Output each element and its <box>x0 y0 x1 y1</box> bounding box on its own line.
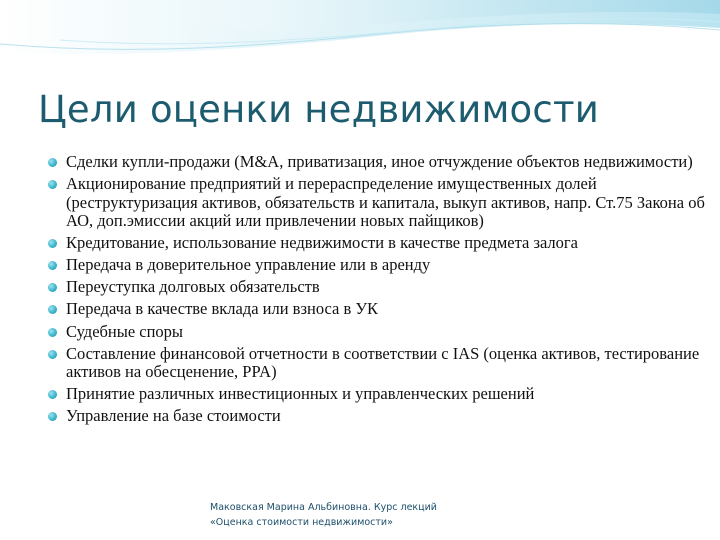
list-item-text: Акционирование предприятий и перераспределение имущественных долей (реструктуризация активов, обязательств и капитала, выкуп активов, напр. Ст.75 Закона об АО, доп.эмиссии акций или привлечении новых пайщиков) <box>66 174 705 231</box>
list-item <box>48 300 710 319</box>
slide-title: Цели оценки недвижимости <box>38 88 599 131</box>
list-item-text: Составление финансовой отчетности в соответствии с IAS (оценка активов, тестирование активов на обесценение, PPA) <box>66 343 700 382</box>
bullet-icon <box>48 305 57 314</box>
list-item-text: Переуступка долговых обязательств <box>66 277 320 297</box>
bullet-icon <box>48 390 57 399</box>
footer-course-title: «Оценка стоимости недвижимости» <box>210 516 393 528</box>
footer-author: Маковская Марина Альбиновна. Курс лекций <box>210 502 437 513</box>
bullet-icon <box>48 158 57 167</box>
bullet-icon <box>48 283 57 292</box>
list-item-text: Сделки купли-продажи (M&A, приватизация, иное отчуждение объектов недвижимости) <box>66 152 693 171</box>
list-item-text: Передача в качестве вклада или взноса в УК <box>66 299 379 319</box>
list-item-text: Судебные споры <box>66 321 184 341</box>
list-item <box>48 175 710 231</box>
bullet-icon <box>48 261 57 270</box>
bullet-icon <box>48 412 57 421</box>
list-item <box>48 385 710 404</box>
list-item <box>48 407 710 426</box>
list-item <box>48 234 710 253</box>
list-item-text: Управление на базе стоимости <box>66 406 281 426</box>
bullet-icon <box>48 239 57 248</box>
list-item <box>48 345 710 382</box>
slide-footer <box>210 501 437 530</box>
list-item <box>48 153 710 172</box>
bullet-icon <box>48 180 57 189</box>
header-wave-decoration <box>0 0 720 80</box>
list-item <box>48 278 710 297</box>
list-item <box>48 256 710 275</box>
bullet-icon <box>48 328 57 337</box>
goals-list <box>48 153 710 429</box>
list-item <box>48 323 710 342</box>
list-item-text: Принятие различных инвестиционных и управленческих решений <box>66 384 535 404</box>
bullet-icon <box>48 350 57 359</box>
list-item-text: Передача в доверительное управление или в аренду <box>66 255 431 275</box>
list-item-text: Кредитование, использование недвижимости в качестве предмета залога <box>66 233 579 253</box>
